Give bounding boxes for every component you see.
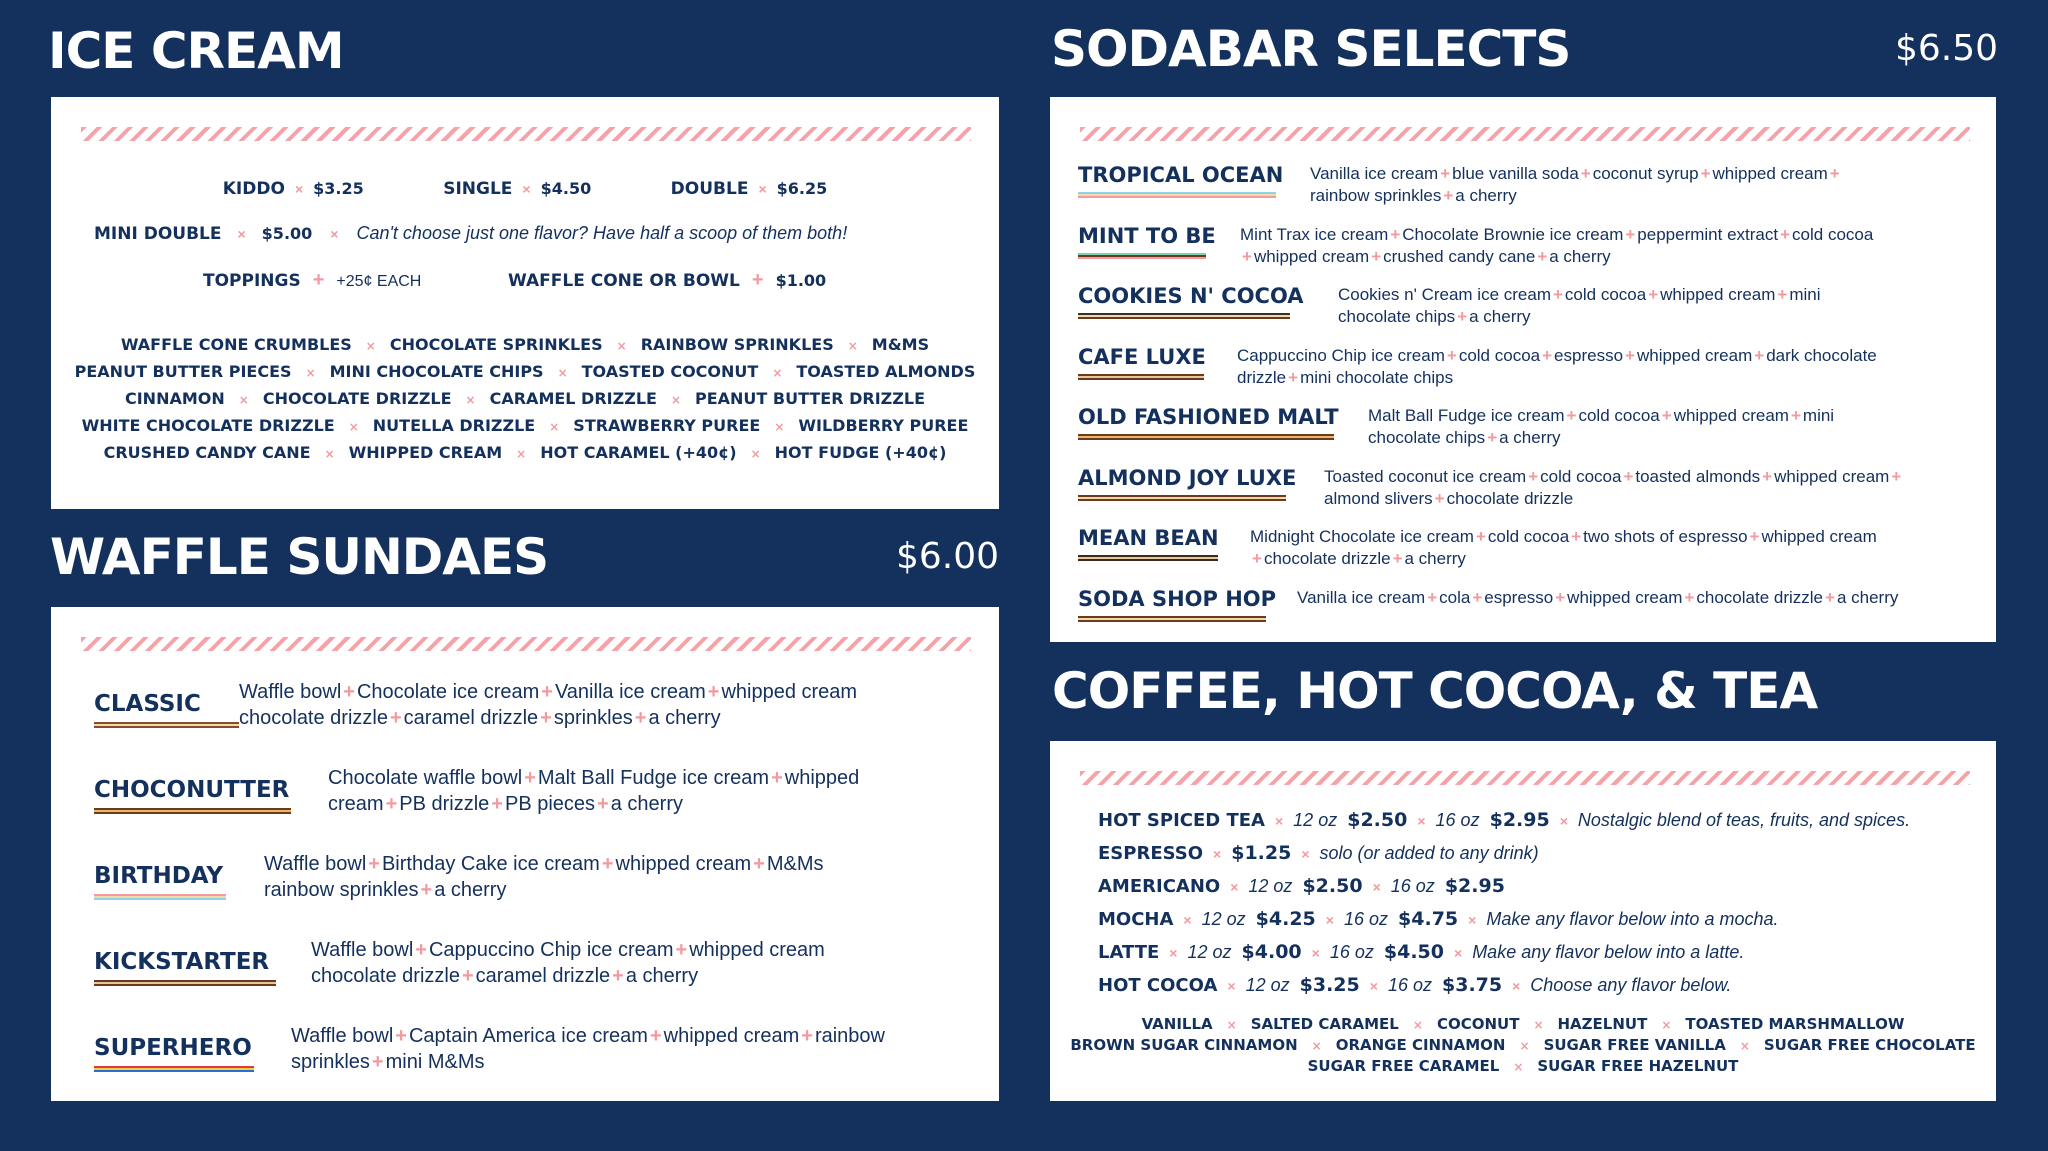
flavor-row: VANILLA × SALTED CARAMEL × COCONUT × HAZELNUT × TOASTED MARSHMALLOW [1141, 1015, 1905, 1033]
ingredient: sprinkles [291, 1051, 370, 1073]
size-row: KIDDO × $3.25 SINGLE × $4.50 DOUBLE × $6.25 [222, 179, 828, 199]
ingredient: mini [1802, 406, 1835, 425]
topping-item: WAFFLE CONE CRUMBLES [120, 335, 352, 354]
topping-item: CHOCOLATE SPRINKLES [389, 335, 603, 354]
ingredient: whipped cream [1253, 246, 1370, 266]
drink-note: Make any flavor below into a latte. [1472, 942, 1745, 962]
ingredient: peppermint extract [1637, 224, 1779, 244]
ingredient: a cherry [1455, 186, 1517, 206]
drink-price: $2.50 [1302, 875, 1363, 897]
ingredient: cream [328, 793, 384, 815]
ingredient: whipped cream [1774, 466, 1890, 486]
topping-item: STRAWBERRY PUREE [573, 416, 761, 435]
drink-name: MOCHA [1098, 909, 1174, 930]
ingredient: chocolate chips [1368, 428, 1486, 448]
menu-item-name: KICKSTARTER [94, 949, 270, 975]
decorative-stripe [81, 637, 971, 651]
ingredient: Cappuccino Chip ice cream [428, 939, 674, 961]
ingredient: rainbow [814, 1025, 885, 1047]
drink-note: solo (or added to any drink) [1319, 843, 1539, 863]
ingredient: Malt Ball Fudge ice cream [1368, 406, 1565, 425]
ingredient: blue vanilla soda [1452, 164, 1579, 183]
menu-item-description: Toasted coconut ice cream + cold cocoa + toasted almonds + whipped cream + almond slivers + chocolate drizzle [1324, 466, 1902, 508]
ingredient: Waffle bowl [311, 939, 414, 961]
ingredient: chocolate drizzle [1696, 587, 1824, 607]
drink-price: $2.50 [1347, 809, 1408, 831]
flavor-item: VANILLA [1141, 1015, 1213, 1033]
topping-item: CINNAMON [124, 389, 225, 408]
ingredient: Malt Ball Fudge ice cream [537, 767, 770, 789]
ingredient: dark chocolate [1766, 345, 1877, 365]
ingredient: almond slivers [1324, 488, 1433, 508]
topping-item: CARAMEL DRIZZLE [489, 389, 657, 408]
topping-item: RAINBOW SPRINKLES [640, 335, 834, 354]
drink-size: 16 oz [1329, 942, 1374, 962]
item-underline [1078, 555, 1218, 561]
drink-price: $2.95 [1444, 875, 1505, 897]
menu-item-description: Waffle bowl + Cappuccino Chip ice cream + whipped cream chocolate drizzle + caramel drizzle + a cherry [311, 939, 825, 987]
item-underline [94, 980, 276, 986]
mini-double-row: MINI DOUBLE × $5.00 × Can't choose just one flavor? Have half a scoop of them both! [94, 223, 848, 244]
ingredient: whipped cream [1712, 164, 1828, 183]
menu-item-name: MINT TO BE [1078, 223, 1216, 248]
item-underline [1078, 253, 1206, 259]
size-price: $3.25 [313, 179, 364, 198]
ingredient: mini [1789, 285, 1821, 304]
drink-size: 16 oz [1343, 909, 1389, 929]
ingredient: cold cocoa [1792, 224, 1874, 244]
menu-item-name: CHOCONUTTER [94, 777, 290, 803]
drink-size: 12 oz [1245, 975, 1290, 995]
ingredient: PB pieces [504, 793, 596, 815]
ingredient: chocolate drizzle [1446, 488, 1574, 508]
item-underline [94, 894, 226, 900]
menu-item-description: Chocolate waffle bowl + Malt Ball Fudge ice cream + whipped cream + PB drizzle + PB pieces + a cherry [328, 767, 860, 815]
item-underline [1078, 495, 1286, 501]
coffee-row-hot-cocoa: HOT COCOA × 12 oz $3.25 × 16 oz $3.75 × Choose any flavor below. [1098, 974, 1732, 996]
ingredient: Midnight Chocolate ice cream [1250, 527, 1474, 546]
flavor-item: COCONUT [1436, 1015, 1520, 1033]
ingredient: espresso [1554, 345, 1624, 365]
drink-price: $4.50 [1383, 941, 1444, 963]
drink-size: 12 oz [1201, 909, 1246, 929]
item-underline [1078, 616, 1266, 622]
ingredient: whipped cream [1660, 285, 1776, 304]
drink-name: ESPRESSO [1098, 843, 1204, 864]
ingredient: Vanilla ice cream [554, 681, 706, 703]
ingredient: Mint Trax ice cream [1240, 224, 1389, 244]
ingredient: Waffle bowl [239, 681, 342, 703]
coffee-card [1050, 741, 1996, 1101]
sodabar-price: $6.50 [1895, 28, 1999, 69]
ingredient: Captain America ice cream [408, 1025, 648, 1047]
ingredient: caramel drizzle [475, 965, 611, 987]
item-underline [1078, 192, 1276, 198]
ingredient: a cherry [434, 879, 507, 901]
topping-item: WILDBERRY PUREE [798, 416, 969, 435]
menu-item-name: CLASSIC [94, 691, 201, 717]
ingredient: Chocolate ice cream [356, 681, 540, 703]
drink-size: 16 oz [1435, 810, 1480, 830]
decorative-stripe [1080, 771, 1970, 785]
ingredient: cold cocoa [1578, 406, 1660, 425]
ingredient: Cappuccino Chip ice cream [1237, 345, 1445, 365]
menu-item-name: SUPERHERO [94, 1035, 252, 1061]
coffee-title: COFFEE, HOT COCOA, & TEA [1052, 662, 1818, 720]
sodabar-card [1050, 97, 1996, 642]
waffle-sundaes-title: WAFFLE SUNDAES [50, 528, 549, 586]
ingredient: Waffle bowl [264, 853, 367, 875]
topping-item: CRUSHED CANDY CANE [103, 443, 311, 462]
menu-item-name: SODA SHOP HOP [1078, 586, 1277, 611]
ingredient: whipped cream [615, 853, 752, 875]
topping-item: WHIPPED CREAM [348, 443, 503, 462]
ingredient: sprinkles [553, 707, 633, 729]
menu-item-name: TROPICAL OCEAN [1078, 163, 1284, 187]
flavor-item: ORANGE CINNAMON [1335, 1036, 1506, 1054]
drink-price: $4.25 [1255, 908, 1316, 930]
ingredient: a cherry [1549, 246, 1611, 266]
ingredient: whipped cream [1636, 345, 1753, 365]
menu-item-description: Waffle bowl + Captain America ice cream + whipped cream + rainbow sprinkles + mini M&Ms [291, 1025, 885, 1073]
toppings-row: TOPPINGS + +25¢ EACH [203, 269, 422, 291]
flavor-item: SUGAR FREE HAZELNUT [1537, 1057, 1739, 1075]
ingredient: PB drizzle [399, 793, 490, 815]
size-name: SINGLE [443, 179, 513, 199]
ingredient: a cherry [625, 965, 699, 987]
coffee-row-hot-spiced-tea: HOT SPICED TEA × 12 oz $2.50 × 16 oz $2.95 × Nostalgic blend of teas, fruits, and spices. [1098, 809, 1911, 831]
drink-note: Choose any flavor below. [1530, 975, 1732, 995]
menu-item-description: Malt Ball Fudge ice cream + cold cocoa + whipped cream + mini chocolate chips + a cherry [1368, 406, 1835, 448]
flavor-item: SUGAR FREE VANILLA [1543, 1036, 1726, 1054]
ingredient: chocolate drizzle [1263, 549, 1391, 569]
ingredient: two shots of espresso [1583, 527, 1748, 546]
coffee-row-mocha: MOCHA × 12 oz $4.25 × 16 oz $4.75 × Make any flavor below into a mocha. [1098, 908, 1779, 930]
ingredient: a cherry [1499, 428, 1561, 448]
ingredient: espresso [1484, 587, 1554, 607]
flavor-item: SUGAR FREE CHOCOLATE [1763, 1036, 1976, 1054]
drink-size: 12 oz [1293, 810, 1338, 830]
menu-item-name: OLD FASHIONED MALT [1078, 405, 1339, 429]
flavor-item: SALTED CARAMEL [1250, 1015, 1399, 1033]
ingredient: toasted almonds [1635, 466, 1761, 486]
menu-item-name: CAFE LUXE [1078, 344, 1206, 369]
drink-price: $3.75 [1442, 974, 1503, 996]
menu-item-name: COOKIES N' COCOA [1078, 284, 1304, 308]
ingredient: whipped cream [1761, 527, 1877, 546]
item-underline [94, 722, 239, 728]
flavor-item: BROWN SUGAR CINNAMON [1070, 1036, 1298, 1054]
size-name: DOUBLE [670, 179, 749, 199]
ingredient: Vanilla ice cream [1310, 164, 1439, 183]
drink-size: 16 oz [1390, 876, 1435, 896]
flavor-row: BROWN SUGAR CINNAMON × ORANGE CINNAMON × SUGAR FREE VANILLA × SUGAR FREE CHOCOLATE [1070, 1036, 1976, 1054]
ingredient: whipped cream [721, 681, 858, 703]
item-underline [94, 1066, 254, 1072]
topping-item: NUTELLA DRIZZLE [372, 416, 536, 435]
ingredient: cold cocoa [1458, 345, 1541, 365]
topping-list-row: CINNAMON × CHOCOLATE DRIZZLE × CARAMEL DRIZZLE × PEANUT BUTTER DRIZZLE [124, 389, 925, 408]
topping-item: TOASTED COCONUT [581, 362, 759, 381]
ingredient: cold cocoa [1487, 527, 1570, 546]
ingredient: Birthday Cake ice cream [381, 853, 600, 875]
ingredient: chocolate drizzle [311, 965, 460, 987]
ingredient: Cookies n' Cream ice cream [1338, 285, 1551, 304]
drink-price: $2.95 [1489, 809, 1550, 831]
ice-cream-card [51, 97, 999, 509]
ingredient: Toasted coconut ice cream [1324, 466, 1527, 486]
ingredient: rainbow sprinkles [264, 879, 419, 901]
topping-item: CHOCOLATE DRIZZLE [262, 389, 452, 408]
menu-item-description: Midnight Chocolate ice cream + cold cocoa + two shots of espresso + whipped cream + chocolate drizzle + a cherry [1250, 527, 1877, 569]
flavor-item: TOASTED MARSHMALLOW [1685, 1015, 1905, 1033]
menu-item-description: Waffle bowl + Birthday Cake ice cream + whipped cream + M&Ms rainbow sprinkles + a cherry [264, 853, 824, 901]
topping-item: WHITE CHOCOLATE DRIZZLE [81, 416, 335, 435]
size-price: $6.25 [776, 179, 828, 198]
coffee-row-espresso: ESPRESSO × $1.25 × solo (or added to any drink) [1098, 842, 1539, 864]
menu-item-description: Cappuccino Chip ice cream + cold cocoa + espresso + whipped cream + dark chocolate drizzle + mini chocolate chips [1237, 345, 1877, 387]
drink-note: Nostalgic blend of teas, fruits, and spices. [1577, 810, 1911, 830]
item-underline [1078, 374, 1204, 380]
coffee-row-americano: AMERICANO × 12 oz $2.50 × 16 oz $2.95 [1098, 875, 1505, 897]
ingredient: whipped cream [1673, 406, 1789, 425]
drink-size: 12 oz [1248, 876, 1293, 896]
menu-item-description: Cookies n' Cream ice cream + cold cocoa + whipped cream + mini chocolate chips + a cherry [1338, 285, 1821, 327]
size-name: KIDDO [222, 179, 285, 199]
ingredient: Chocolate waffle bowl [328, 767, 523, 789]
ingredient: a cherry [1469, 307, 1531, 327]
ingredient: M&Ms [766, 853, 824, 875]
topping-item: M&MS [871, 335, 930, 354]
ingredient: coconut syrup [1592, 164, 1699, 183]
menu-item-description: Mint Trax ice cream + Chocolate Brownie ice cream + peppermint extract + cold cocoa + whipped cream + crushed candy cane + a cherry [1240, 224, 1874, 266]
mini-double-note: Can't choose just one flavor? Have half a scoop of them both! [356, 223, 848, 243]
ice-cream-title: ICE CREAM [48, 22, 344, 80]
flavor-item: SUGAR FREE CARAMEL [1307, 1057, 1500, 1075]
ingredient: whipped cream [663, 1025, 800, 1047]
flavor-row: SUGAR FREE CARAMEL × SUGAR FREE HAZELNUT [1307, 1057, 1739, 1075]
drink-size: 12 oz [1187, 942, 1232, 962]
mini-double-name: MINI DOUBLE [94, 224, 222, 244]
ingredient: Chocolate Brownie ice cream [1402, 224, 1624, 244]
ingredient: rainbow sprinkles [1310, 186, 1442, 206]
menu-item-name: ALMOND JOY LUXE [1078, 465, 1297, 490]
drink-name: HOT SPICED TEA [1098, 810, 1265, 831]
waffle-sundaes-card [51, 607, 999, 1101]
ingredient: a cherry [1836, 587, 1899, 607]
ingredient: crushed candy cane [1383, 246, 1536, 266]
waffle-sundaes-price: $6.00 [896, 536, 1000, 577]
topping-list-row: CRUSHED CANDY CANE × WHIPPED CREAM × HOT CARAMEL (+40¢) × HOT FUDGE (+40¢) [103, 443, 947, 462]
drink-price: $3.25 [1299, 974, 1360, 996]
menu-item-description: Vanilla ice cream + cola + espresso + whipped cream + chocolate drizzle + a cherry [1297, 587, 1899, 607]
ingredient: a cherry [648, 707, 721, 729]
topping-item: TOASTED ALMONDS [796, 362, 976, 381]
drink-price: $1.25 [1231, 842, 1292, 864]
ingredient: drizzle [1237, 367, 1287, 387]
drink-name: HOT COCOA [1098, 975, 1218, 996]
topping-list-row: WAFFLE CONE CRUMBLES × CHOCOLATE SPRINKLES × RAINBOW SPRINKLES × M&MS [120, 335, 930, 354]
coffee-row-latte: LATTE × 12 oz $4.00 × 16 oz $4.50 × Make any flavor below into a latte. [1098, 941, 1745, 963]
menu-item-name: BIRTHDAY [94, 863, 224, 889]
flavor-item: HAZELNUT [1557, 1015, 1648, 1033]
drink-price: $4.75 [1398, 908, 1459, 930]
ingredient: whipped cream [1567, 587, 1683, 607]
topping-item: HOT FUDGE (+40¢) [774, 443, 947, 462]
drink-price: $4.00 [1241, 941, 1302, 963]
drink-name: LATTE [1098, 942, 1160, 963]
decorative-stripe [81, 127, 971, 141]
ingredient: chocolate chips [1338, 307, 1456, 327]
toppings-name: TOPPINGS [203, 271, 301, 291]
menu-item-name: MEAN BEAN [1078, 526, 1219, 550]
ingredient: whipped cream [689, 939, 825, 961]
topping-item: MINI CHOCOLATE CHIPS [329, 362, 544, 381]
ingredient: chocolate drizzle [239, 707, 388, 729]
item-underline [94, 808, 291, 814]
topping-item: HOT CARAMEL (+40¢) [540, 443, 737, 462]
topping-list-row: WHITE CHOCOLATE DRIZZLE × NUTELLA DRIZZLE × STRAWBERRY PUREE × WILDBERRY PUREE [81, 416, 969, 435]
topping-item: PEANUT BUTTER DRIZZLE [695, 389, 925, 408]
waffle-cone-price: $1.00 [775, 271, 827, 290]
item-underline [1078, 313, 1290, 319]
topping-list-row: PEANUT BUTTER PIECES × MINI CHOCOLATE CHIPS × TOASTED COCONUT × TOASTED ALMONDS [74, 362, 976, 381]
drink-name: AMERICANO [1098, 876, 1221, 897]
ingredient: Waffle bowl [291, 1025, 394, 1047]
toppings-price: +25¢ EACH [336, 273, 422, 290]
waffle-cone-name: WAFFLE CONE OR BOWL [508, 271, 740, 291]
size-price: $4.50 [540, 179, 592, 198]
decorative-stripe [1080, 127, 1970, 141]
menu-item-description: Waffle bowl + Chocolate ice cream + Vanilla ice cream + whipped cream chocolate drizzle + caramel drizzle + sprinkles + a cherry [239, 681, 858, 729]
ingredient: mini M&Ms [385, 1051, 485, 1073]
drink-note: Make any flavor below into a mocha. [1486, 909, 1779, 929]
menu-item-description: Vanilla ice cream + blue vanilla soda + coconut syrup + whipped cream + rainbow sprinkles + a cherry [1310, 164, 1840, 206]
mini-double-price: $5.00 [261, 224, 313, 243]
ingredient: caramel drizzle [403, 707, 539, 729]
ingredient: Vanilla ice cream [1297, 587, 1426, 607]
item-underline [1078, 434, 1334, 440]
waffle-cone-row: WAFFLE CONE OR BOWL + $1.00 [508, 269, 827, 291]
sodabar-title: SODABAR SELECTS [1051, 20, 1571, 78]
ingredient: cold cocoa [1564, 285, 1647, 304]
drink-size: 16 oz [1387, 975, 1432, 995]
ingredient: a cherry [610, 793, 683, 815]
ingredient: whipped [784, 767, 860, 789]
ingredient: mini chocolate chips [1300, 367, 1454, 387]
topping-item: PEANUT BUTTER PIECES [74, 362, 292, 381]
ingredient: a cherry [1404, 549, 1466, 569]
ingredient: cola [1439, 587, 1471, 607]
ingredient: cold cocoa [1540, 466, 1622, 486]
